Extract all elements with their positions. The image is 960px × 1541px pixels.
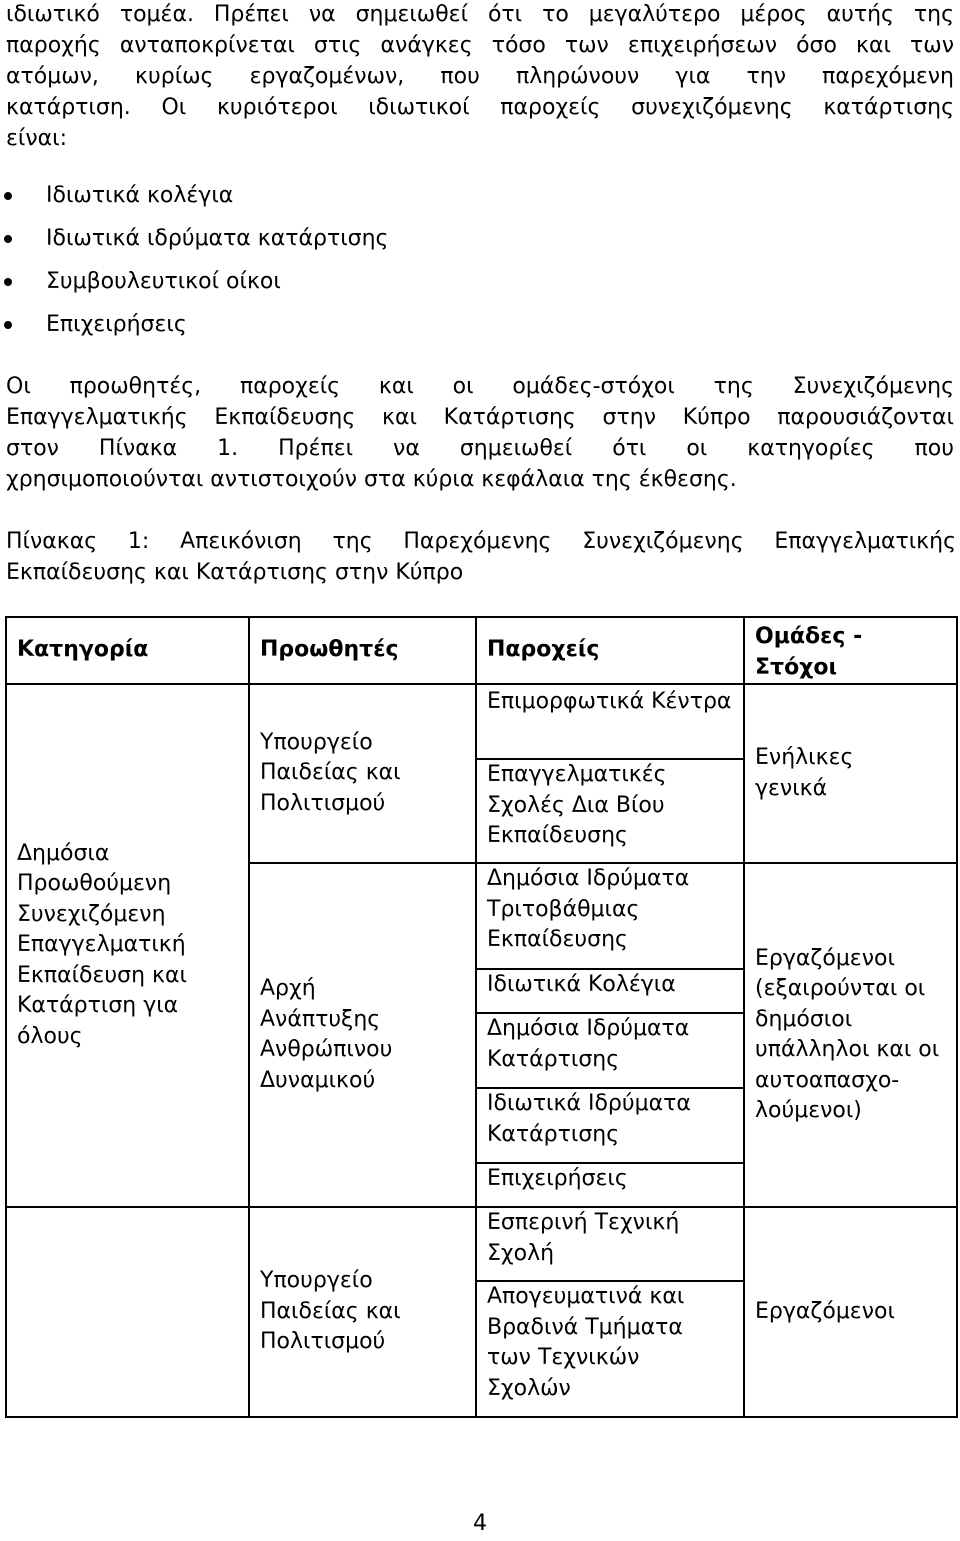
header-providers: Παροχείς <box>476 617 744 684</box>
target-cell: Ενήλικες γενικά <box>744 684 957 863</box>
target-cell: Εργαζόμενοι <box>744 1207 957 1417</box>
para-line: χρησιμοποιούνται αντιστοιχούν στα κύρια κεφάλαια της έκθεσης. <box>6 467 737 492</box>
intro-line: ιδιωτικό τομέα. Πρέπει να σημειωθεί ότι το μεγαλύτερο μέρος αυτής της <box>6 2 954 27</box>
bullet-icon <box>4 192 12 200</box>
promoter-cell: Αρχή Ανάπτυξης Ανθρώπινου Δυναμικού <box>249 863 476 1207</box>
second-paragraph <box>6 371 954 495</box>
bullet-item: Ιδιωτικά κολέγια <box>0 180 940 223</box>
provider-cell: Επιμορφωτικά Κέντρα <box>476 684 744 759</box>
provider-cell: Απογευματινά και Βραδινά Τμήματα των Τεχνικών Σχολών <box>476 1281 744 1417</box>
provider-cell: Ιδιωτικά Κολέγια <box>476 969 744 1013</box>
provider-cell: Δημόσια Ιδρύματα Κατάρτισης <box>476 1013 744 1088</box>
provider-cell: Επαγγελματικές Σχολές Δια Βίου Εκπαίδευσης <box>476 759 744 863</box>
table-row <box>6 1207 957 1281</box>
bullet-icon <box>4 321 12 329</box>
bullet-item: Συμβουλευτικοί οίκοι <box>0 266 940 309</box>
bullet-item: Επιχειρήσεις <box>0 309 940 352</box>
table-header-row <box>6 617 957 684</box>
para-line: Οι προωθητές, παροχείς και οι ομάδες-στόχοι της Συνεχιζόμενης <box>6 374 954 399</box>
promoter-cell: Υπουργείο Παιδείας και Πολιτισμού <box>249 684 476 863</box>
table-row <box>6 684 957 759</box>
promoter-cell: Υπουργείο Παιδείας και Πολιτισμού <box>249 1207 476 1417</box>
header-promoters: Προωθητές <box>249 617 476 684</box>
empty-cell <box>6 1207 249 1417</box>
header-category: Κατηγορία <box>6 617 249 684</box>
training-table <box>5 616 958 1418</box>
bullet-icon <box>4 278 12 286</box>
intro-line: είναι: <box>6 126 67 151</box>
category-cell: Δημόσια Προωθούμενη Συνεχιζόμενη Επαγγελματική Εκπαίδευση και Κατάρτιση για όλους <box>6 684 249 1207</box>
provider-cell: Επιχειρήσεις <box>476 1163 744 1207</box>
target-cell: Εργαζόμενοι (εξαιρούνται οι δημόσιοι υπάλληλοι και οι αυτοαπασχο-λούμενοι) <box>744 863 957 1207</box>
intro-line: ατόμων, κυρίως εργαζομένων, που πληρώνουν για την παρεχόμενη <box>6 64 954 89</box>
intro-line: παροχής ανταποκρίνεται στις ανάγκες τόσο των επιχειρήσεων όσο και των <box>6 33 954 58</box>
header-target-groups: Ομάδες - Στόχοι <box>744 617 957 684</box>
provider-cell: Εσπερινή Τεχνική Σχολή <box>476 1207 744 1281</box>
intro-line: κατάρτιση. Οι κυριότεροι ιδιωτικοί παροχείς συνεχιζόμενης κατάρτισης <box>6 95 954 120</box>
para-line: στον Πίνακα 1. Πρέπει να σημειωθεί ότι οι κατηγορίες που <box>6 436 954 461</box>
provider-cell: Ιδιωτικά Ιδρύματα Κατάρτισης <box>476 1088 744 1163</box>
provider-cell: Δημόσια Ιδρύματα Τριτοβάθμιας Εκπαίδευσης <box>476 863 744 969</box>
para-line: Επαγγελματικής Εκπαίδευσης και Κατάρτισης στην Κύπρο παρουσιάζονται <box>6 405 954 430</box>
table-caption: Πίνακας 1: Απεικόνιση της Παρεχόμενης Συνεχιζόμενης Επαγγελματικής Εκπαίδευσης και Κατάρτισης στην Κύπρο <box>6 529 956 585</box>
intro-paragraph <box>6 0 954 154</box>
page-number: 4 <box>473 1511 487 1536</box>
provider-bullet-list <box>0 180 940 352</box>
bullet-icon <box>4 235 12 243</box>
bullet-item: Ιδιωτικά ιδρύματα κατάρτισης <box>0 223 940 266</box>
